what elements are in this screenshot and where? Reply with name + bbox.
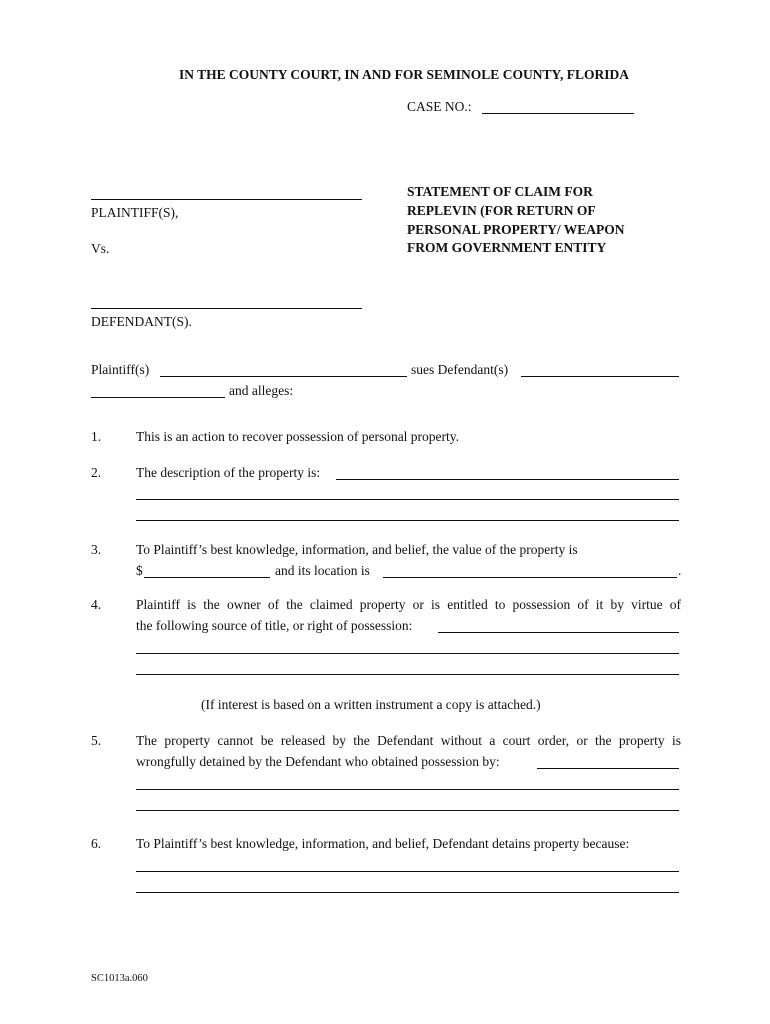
dollar-sign: $	[136, 563, 143, 578]
plaintiff-label: PLAINTIFF(S),	[91, 205, 179, 220]
case-no-label: CASE NO.:	[407, 99, 472, 114]
document-title-line-1: STATEMENT OF CLAIM FOR	[407, 184, 593, 199]
court-title: IN THE COUNTY COURT, IN AND FOR SEMINOLE COUNTY, FLORIDA	[179, 67, 629, 82]
paragraph-4-number: 4.	[91, 597, 102, 612]
paragraph-4-text-line-2: the following source of title, or right of possession:	[136, 618, 413, 633]
defendant-label: DEFENDANT(S).	[91, 314, 192, 329]
written-instrument-note: (If interest is based on a written instrument a copy is attached.)	[201, 697, 541, 712]
title-source-field-1[interactable]	[438, 632, 679, 633]
paragraph-1-text: This is an action to recover possession of personal property.	[136, 429, 460, 444]
paragraph-6-number: 6.	[91, 836, 102, 851]
intro-plaintiff-field[interactable]	[160, 376, 407, 377]
location-end-punct: .	[678, 563, 682, 578]
detention-reason-field-2[interactable]	[136, 892, 679, 893]
vs-label: Vs.	[91, 241, 110, 256]
paragraph-5-number: 5.	[91, 733, 102, 748]
property-location-field[interactable]	[383, 577, 677, 578]
property-value-field[interactable]	[144, 577, 270, 578]
paragraph-3-number: 3.	[91, 542, 102, 557]
form-code: SC1013a.060	[91, 973, 148, 984]
paragraph-2-text: The description of the property is:	[136, 465, 321, 480]
intro-plaintiffs-label: Plaintiff(s)	[91, 362, 150, 377]
intro-alleges-label: and alleges:	[229, 383, 294, 398]
title-source-field-2[interactable]	[136, 653, 679, 654]
property-description-field-1[interactable]	[336, 479, 679, 480]
property-description-field-2[interactable]	[136, 499, 679, 500]
title-source-field-3[interactable]	[136, 674, 679, 675]
document-title-line-2: REPLEVIN (FOR RETURN OF	[407, 203, 596, 218]
possession-method-field-3[interactable]	[136, 810, 679, 811]
case-no-field[interactable]	[482, 113, 634, 114]
possession-method-field-1[interactable]	[537, 768, 679, 769]
paragraph-6-text: To Plaintiff’s best knowledge, information, and belief, Defendant detains property because:	[136, 836, 630, 851]
intro-sues-label: sues Defendant(s)	[411, 362, 509, 377]
location-label: and its location is	[275, 563, 370, 578]
intro-defendant-field[interactable]	[521, 376, 679, 377]
paragraph-4-text: Plaintiff is the owner of the claimed property or is entitled to possession of it by virtue of	[136, 597, 681, 612]
possession-method-field-2[interactable]	[136, 789, 679, 790]
defendant-name-field[interactable]	[91, 308, 362, 309]
paragraph-5-text: The property cannot be released by the Defendant without a court order, or the property is	[136, 733, 681, 748]
property-description-field-3[interactable]	[136, 520, 679, 521]
detention-reason-field-1[interactable]	[136, 871, 679, 872]
document-title-line-3: PERSONAL PROPERTY/ WEAPON	[407, 222, 625, 237]
plaintiff-name-field[interactable]	[91, 199, 362, 200]
intro-defendant-field-continued[interactable]	[91, 397, 225, 398]
document-title-line-4: FROM GOVERNMENT ENTITY	[407, 240, 607, 255]
paragraph-3-text: To Plaintiff’s best knowledge, information, and belief, the value of the property is	[136, 542, 578, 557]
paragraph-2-number: 2.	[91, 465, 102, 480]
paragraph-1-number: 1.	[91, 429, 102, 444]
paragraph-5-text-line-2: wrongfully detained by the Defendant who obtained possession by:	[136, 754, 500, 769]
